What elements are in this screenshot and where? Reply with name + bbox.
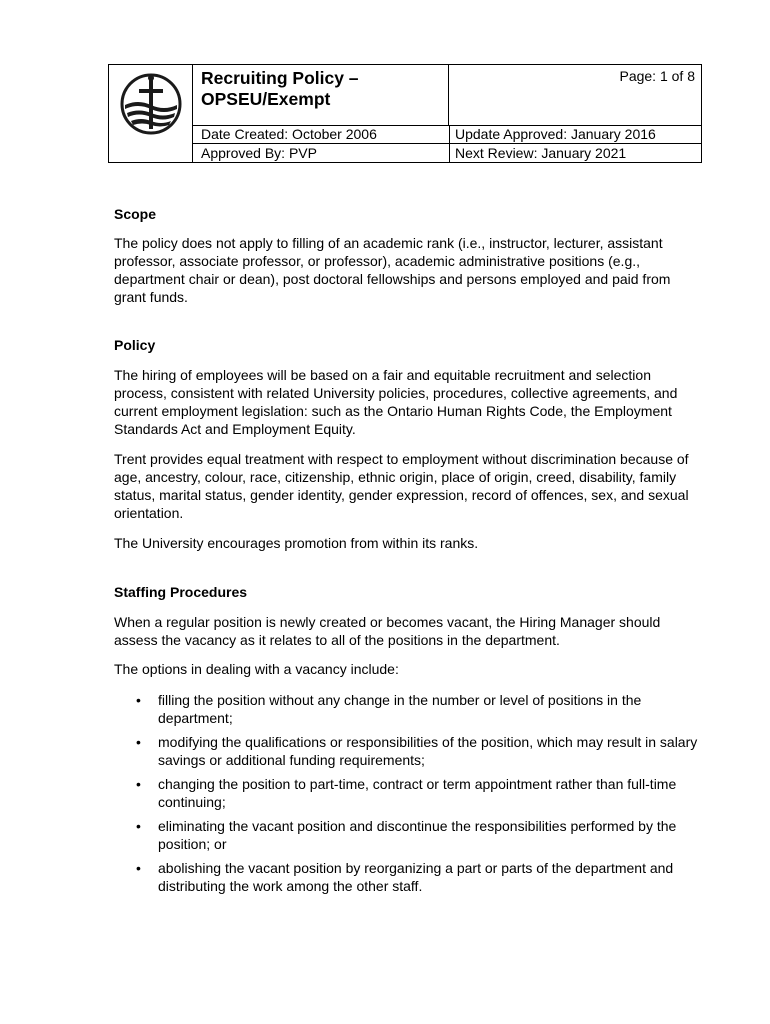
list-item-text: abolishing the vacant position by reorganizing a part or parts of the department and distributing the work among the other staff.: [158, 860, 674, 894]
list-item-text: modifying the qualifications or responsibilities of the position, which may result in salary savings or additional funding requirements;: [158, 734, 698, 768]
vacancy-options-list: [114, 691, 704, 895]
university-crest-icon: [119, 71, 183, 135]
update-approved: Update Approved: January 2016: [455, 126, 656, 142]
next-review: Next Review: January 2021: [455, 145, 627, 161]
date-created: Date Created: October 2006: [201, 126, 377, 142]
bullet: •: [136, 860, 141, 876]
policy-title: [201, 68, 441, 110]
policy-title-line1: Recruiting Policy –: [201, 68, 359, 88]
divider: [193, 143, 701, 144]
list-item: [114, 859, 704, 895]
header-table: [108, 64, 702, 163]
list-item: [114, 775, 704, 811]
staffing-paragraph-1: When a regular position is newly created or becomes vacant, the Hiring Manager should assess the vacancy as it relates to all of the positions in the department.: [114, 614, 661, 648]
policy-title-line2: OPSEU/Exempt: [201, 89, 331, 109]
list-item-text: filling the position without any change in the number or level of positions in the department;: [158, 692, 642, 726]
section-heading-scope: Scope: [114, 206, 157, 222]
page-number: Page: 1 of 8: [619, 68, 695, 84]
list-item-text: eliminating the vacant position and discontinue the responsibilities performed by the position; or: [158, 818, 677, 852]
list-item: [114, 817, 704, 853]
title-cell: [193, 65, 449, 125]
divider: [449, 125, 450, 162]
bullet: •: [136, 734, 141, 750]
scope-paragraph: The policy does not apply to filling of an academic rank (i.e., instructor, lecturer, assistant professor, associate professor, or professor), academic administrative positions (e.g., department chair or dean), post doctoral fellowships and persons employed and paid from grant funds.: [114, 235, 671, 305]
policy-paragraph-2: Trent provides equal treatment with respect to employment without discrimination because of age, ancestry, colour, race, citizenship, ethnic origin, place of origin, creed, disability, family status, marital status, gender identity, gender expression, record of offences, sex, and sexual orientation.: [114, 451, 689, 521]
list-item: [114, 733, 704, 769]
policy-paragraph-1: The hiring of employees will be based on a fair and equitable recruitment and selection process, consistent with related University policies, procedures, collective agreements, and current employment legislation: such as the Ontario Human Rights Code, the Employment Standards Act and Employment Equity.: [114, 367, 678, 437]
policy-paragraph-3: The University encourages promotion from within its ranks.: [114, 535, 479, 551]
bullet: •: [136, 776, 141, 792]
staffing-paragraph-2: The options in dealing with a vacancy include:: [114, 661, 399, 677]
bullet: •: [136, 692, 141, 708]
page-cell: [449, 65, 701, 125]
approved-by: Approved By: PVP: [201, 145, 317, 161]
section-heading-staffing: Staffing Procedures: [114, 584, 248, 600]
list-item-text: changing the position to part-time, contract or term appointment rather than full-time continuing;: [158, 776, 677, 810]
list-item: [114, 691, 704, 727]
bullet: •: [136, 818, 141, 834]
logo-cell: [109, 65, 193, 162]
document-body: [114, 205, 704, 895]
section-heading-policy: Policy: [114, 337, 156, 353]
